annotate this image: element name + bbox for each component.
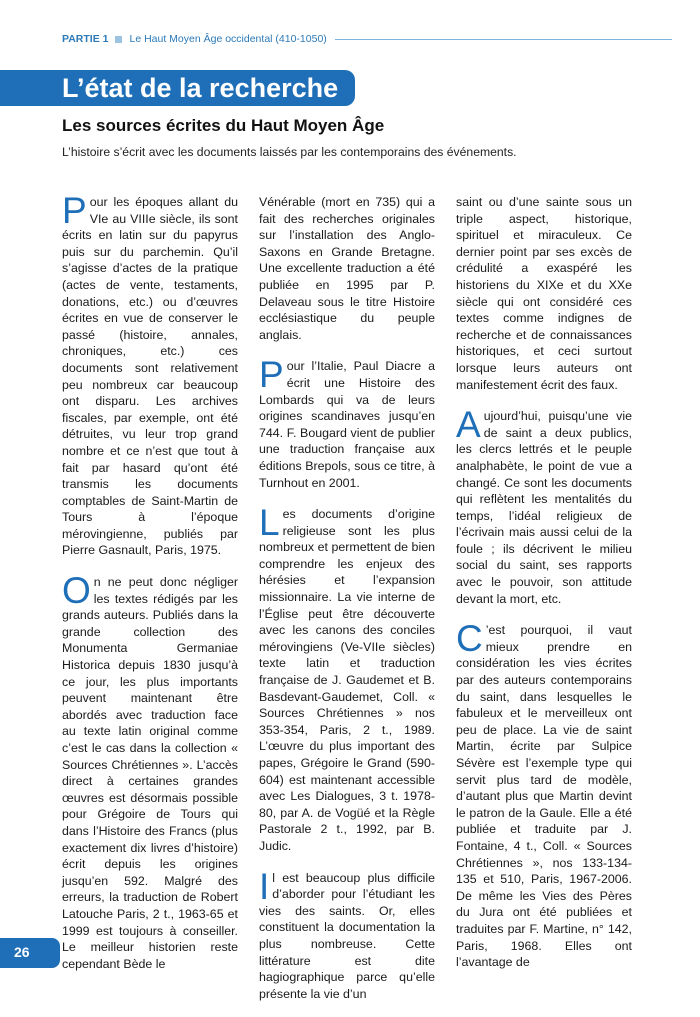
paragraph (456, 194, 632, 393)
running-header (62, 30, 672, 48)
drop-cap: C (456, 618, 483, 660)
drop-cap: A (456, 404, 481, 446)
text-column-2 (259, 194, 435, 1017)
text-column-1 (62, 190, 238, 987)
paragraph-text: Vénérable (mort en 735) qui a fait des recherches originales sur l’installation des Anglo-Saxons en Grande Bretagne. Une excellente traduction a été publiée en 1995 par P. Delaveau sous le titre Histoire ecclésiastique du peuple anglais. (259, 195, 435, 342)
paragraph-text: saint ou d’une sainte sous un triple aspect, historique, spirituel et miraculeux. Ce dernier point par ses excès de crédulité a exaspéré les historiens du XIXe et du XXe siècle qui ont considéré ces textes comme indignes de recherche et de connaissances historiques, et ceci surtout lorsque leurs auteurs ont manifestement écrit des faux. (456, 195, 632, 392)
text-column-3 (456, 194, 632, 986)
paragraph (62, 190, 238, 559)
section-title: Les sources écrites du Haut Moyen Âge (62, 116, 385, 135)
paragraph (62, 570, 238, 972)
paragraph-text: ’est pourquoi, il vaut mieux prendre en considération les vies écrites par des auteurs contemporains du saint, dans lesquelles le fabuleux et le merveilleux ont peu de place. La vie de saint Martin, écrite par Sulpice Sévère est l’exemple type qui servit plus tard de modèle, d’autant plus que Martin devint le patron de la Gaule. Elle a été publiée et traduite par J. Fontaine, 4 t., Coll. « Sources Chrétiennes », nos 133-134-135 et 510, Paris, 1967-2006. De même les Vies des Pères du Jura ont été publiées et traduites par F. Martine, n° 142, Paris, 1968. Elles ont l’avantage de (456, 623, 632, 970)
paragraph (259, 354, 435, 491)
section-intro: L’histoire s’écrit avec les documents laissés par les contemporains des événements. (62, 145, 517, 159)
paragraph-text: our l’Italie, Paul Diacre a écrit une Histoire des Lombards qui va de leurs origines scandinaves jusqu’en 744. F. Bougard vient de publier une traduction française aux éditions Brepols, sous ce titre, à Turnhout en 2001. (259, 359, 435, 490)
header-rule (335, 39, 672, 40)
page-number: 26 (14, 944, 30, 960)
paragraph-text: es documents d’origine religieuse sont les plus nombreux et permettent de bien comprendre les enjeux des hérésies et l’expansion missionnaire. La vie interne de l’Église peut être découverte avec les canons des conciles mérovingiens (Ve-VIIe siècles) texte latin et traduction française de J. Gaudemet et B. Basdevant-Gaudemet, Coll. « Sources Chrétiennes » nos 353-354, Paris, 2 t., 1989. L’œuvre du plus important des papes, Grégoire le Grand (590-604) est maintenant accessible avec Les Dialogues, 3 t. 1978-80, par A. de Vogüé et la Règle Pastorale 2 t., 1992, par B. Judic. (259, 507, 435, 853)
drop-cap: O (62, 570, 91, 612)
drop-cap: L (259, 502, 280, 544)
page-title: L’état de la recherche (62, 73, 339, 103)
paragraph-text: our les époques allant du VIe au VIIIe siècle, ils sont écrits en latin sur du papyrus puis sur du parchemin. Qu’il s’agisse d’actes de la pratique (actes de vente, testaments, donations, etc.) ou d’œuvres écrites en vue de conserver le passé (histoire, annales, chroniques, etc.) ces documents sont relativement peu nombreux car beaucoup ont disparu. Les archives fiscales, par exemple, ont été détruites, vu leur trop grand nombre et ce n’est que tout à fait par hasard qu’ont été transmis les documents comptables de Saint-Martin de Tours à l’époque mérovingienne, publiés par Pierre Gasnault, Paris, 1975. (62, 195, 238, 558)
square-bullet-icon (115, 36, 122, 43)
paragraph (456, 618, 632, 970)
paragraph (259, 194, 435, 343)
page-number-tab (0, 938, 60, 968)
paragraph (259, 502, 435, 854)
paragraph-text: ujourd’hui, puisqu’une vie de saint a deux publics, les clercs lettrés et le peuple analphabète, le point de vue a changé. Ce sont les documents qui reflètent les mentalités du temps, l’idéal religieux de l’écrivain mais aussi celui de la foule ; ils décrivent le milieu social du saint, ses rapports avec le pouvoir, son attitude devant la mort, etc. (456, 409, 632, 606)
drop-cap: P (259, 354, 284, 396)
paragraph-text: l est beaucoup plus difficile d’aborder pour l’étudiant les vies des saints. Or, elles constituent la documentation la plus nombreuse. Cette littérature est dite hagiographique parce qu’elle présente la vie d’un (259, 870, 435, 1001)
part-label: PARTIE 1 (62, 33, 109, 45)
header-subtitle: Le Haut Moyen Âge occidental (410-1050) (129, 33, 327, 45)
drop-cap: P (62, 190, 87, 231)
paragraph (259, 865, 435, 1003)
title-band (0, 70, 355, 106)
drop-cap: I (259, 865, 270, 907)
paragraph-text: n ne peut donc négliger les textes rédigés par les grands auteurs. Publiés dans la grande collection des Monumenta Germaniae Historica depuis 1830 jusqu’à ce jour, les plus importants peuvent maintenant être abordés avec traduction face au texte latin original comme c’est le cas dans la collection « Sources Chrétiennes ». L’accès direct à certaines grandes œuvres est désormais possible pour Grégoire de Tours qui dans l’Histoire des Francs (plus exactement dix livres d’histoire) écrit depuis les origines jusqu’en 592. Malgré des erreurs, la traduction de Robert Latouche Paris, 2 t., 1963-65 et 1999 est toujours à conseiller. Le meilleur historien reste cependant Bède le (62, 575, 238, 971)
paragraph (456, 404, 632, 607)
